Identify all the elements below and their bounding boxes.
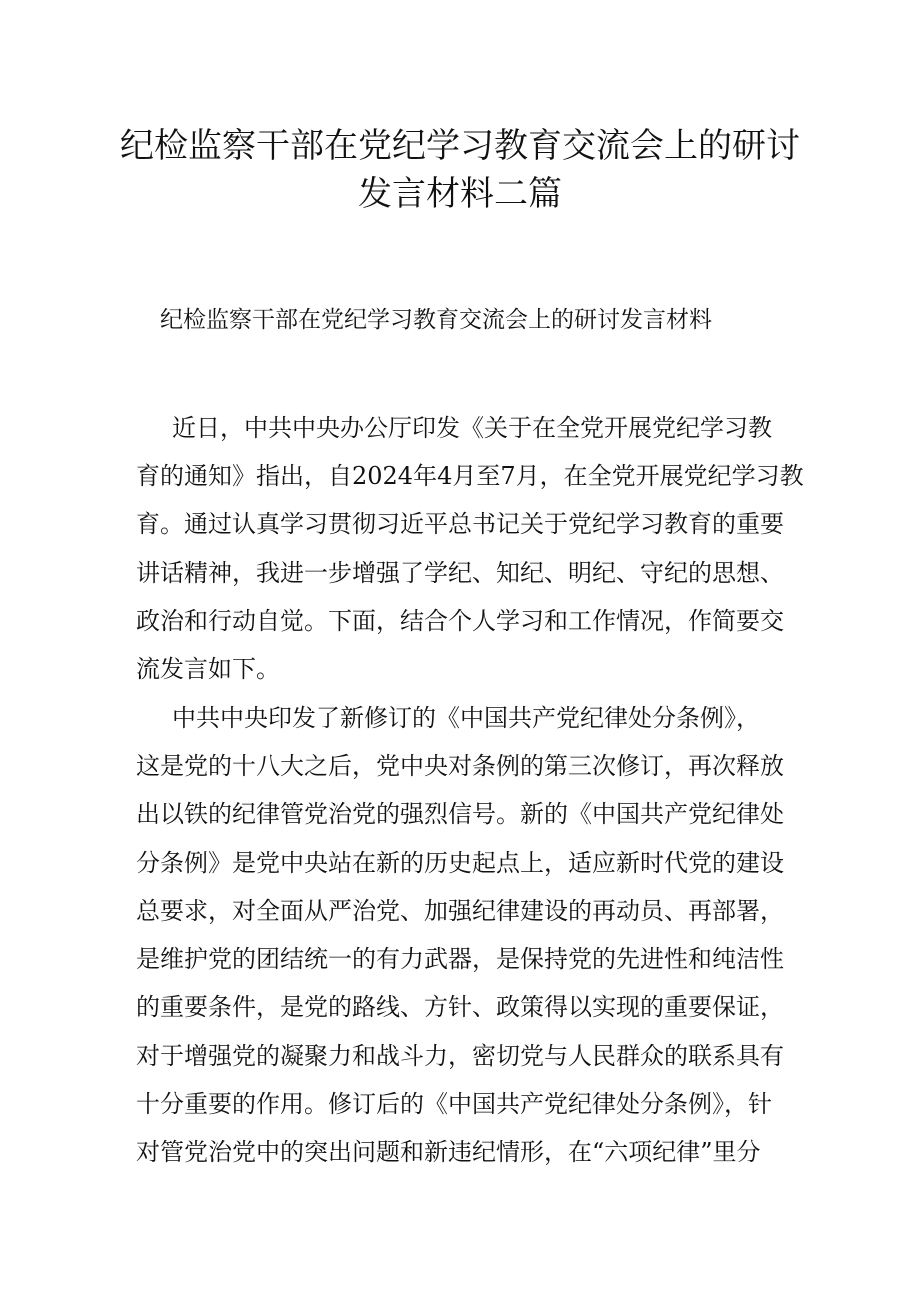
paragraph-1-line: 流发言如下。 xyxy=(136,655,280,683)
paragraph-2-line: 对于增强党的凝聚力和战斗力，密切党与人民群众的联系具有 xyxy=(136,1042,784,1070)
paragraph-2-line: 总要求，对全面从严治党、加强纪律建设的再动员、再部署， xyxy=(136,897,784,925)
paragraph-2-line: 的重要条件，是党的路线、方针、政策得以实现的重要保证， xyxy=(136,993,784,1021)
paragraph-2-line: 分条例》是党中央站在新的历史起点上，适应新时代党的建设 xyxy=(136,849,784,877)
paragraph-2-line: 十分重要的作用。修订后的《中国共产党纪律处分条例》，针 xyxy=(136,1090,772,1118)
paragraph-2-line: 是维护党的团结统一的有力武器，是保持党的先进性和纯洁性 xyxy=(136,945,784,973)
section-heading: 纪检监察干部在党纪学习教育交流会上的研讨发言材料 xyxy=(160,307,712,333)
title-line-1: 纪检监察干部在党纪学习教育交流会上的研讨 xyxy=(120,126,800,166)
paragraph-2-line: 出以铁的纪律管党治党的强烈信号。新的《中国共产党纪律处 xyxy=(136,800,784,828)
paragraph-2-line: 对管党治党中的突出问题和新违纪情形，在“六项纪律”里分 xyxy=(136,1138,761,1166)
paragraph-1-line: 讲话精神，我进一步增强了学纪、知纪、明纪、守纪的思想、 xyxy=(136,559,784,587)
paragraph-1-line: 育。通过认真学习贯彻习近平总书记关于党纪学习教育的重要 xyxy=(136,510,784,538)
paragraph-1-line: 政治和行动自觉。下面，结合个人学习和工作情况，作简要交 xyxy=(136,607,784,635)
paragraph-2-line: 这是党的十八大之后，党中央对条例的第三次修订，再次释放 xyxy=(136,752,784,780)
paragraph-1-line: 近日，中共中央办公厅印发《关于在全党开展党纪学习教 xyxy=(172,414,772,442)
paragraph-2-line: 中共中央印发了新修订的《中国共产党纪律处分条例》， xyxy=(172,704,760,732)
document-title xyxy=(0,122,920,218)
paragraph-1-line: 育的通知》指出，自2024年4月至7月，在全党开展党纪学习教 xyxy=(136,462,804,490)
title-line-2: 发言材料二篇 xyxy=(358,174,562,214)
